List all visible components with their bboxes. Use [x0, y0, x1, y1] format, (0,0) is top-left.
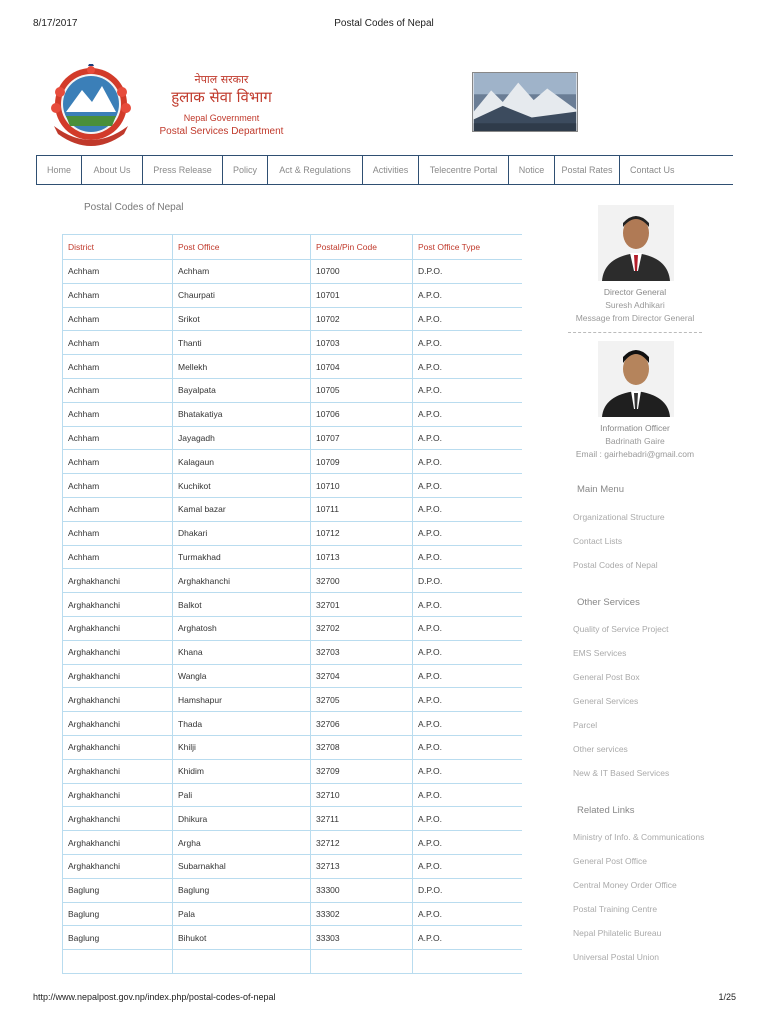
- table-row: [63, 807, 523, 831]
- menu-item-postal-codes[interactable]: Postal Codes of Nepal: [573, 560, 658, 570]
- cell-postal-code: 32703: [311, 640, 413, 664]
- table-row: [63, 545, 523, 569]
- cell-district: Arghakhanchi: [63, 616, 173, 640]
- table-row: [63, 926, 523, 950]
- cell-district: Arghakhanchi: [63, 712, 173, 736]
- director-general-role: Director General: [603, 287, 667, 297]
- cell-post-office-type: A.P.O.: [413, 331, 523, 355]
- cell-post-office-type: A.P.O.: [413, 807, 523, 831]
- nav-contact-us[interactable]: Contact Us: [630, 165, 675, 175]
- cell-post-office-type: A.P.O.: [413, 378, 523, 402]
- nav-act-regulations[interactable]: Act & Regulations: [268, 156, 363, 184]
- sagarmatha-stamp-image: [472, 72, 578, 132]
- table-header-row: [63, 235, 523, 260]
- cell-district: Arghakhanchi: [63, 854, 173, 878]
- cell-district: Arghakhanchi: [63, 783, 173, 807]
- cell-district: Arghakhanchi: [63, 640, 173, 664]
- nav-about-us[interactable]: About Us: [82, 156, 143, 184]
- service-parcel[interactable]: Parcel: [573, 720, 598, 730]
- cell-postal-code: 32713: [311, 854, 413, 878]
- cell-post-office-type: A.P.O.: [413, 712, 523, 736]
- cell-postal-code: 32710: [311, 783, 413, 807]
- cell-post-office-type: A.P.O.: [413, 759, 523, 783]
- cell-district: Arghakhanchi: [63, 831, 173, 855]
- cell-postal-code: 32705: [311, 688, 413, 712]
- cell-district: Achham: [63, 497, 173, 521]
- cell-post-office-type: [413, 950, 523, 974]
- table-row: [63, 569, 523, 593]
- cell-postal-code: 10709: [311, 450, 413, 474]
- cell-district: Achham: [63, 378, 173, 402]
- menu-item-organizational-structure[interactable]: Organizational Structure: [573, 512, 665, 522]
- cell-post-office: Jayagadh: [173, 426, 311, 450]
- cell-post-office-type: A.P.O.: [413, 783, 523, 807]
- cell-district: Achham: [63, 521, 173, 545]
- cell-postal-code: 32712: [311, 831, 413, 855]
- cell-post-office: Arghatosh: [173, 616, 311, 640]
- brand-line-nepali-1: नेपाल सरकार: [194, 73, 249, 86]
- cell-post-office-type: A.P.O.: [413, 426, 523, 450]
- cell-district: Baglung: [63, 902, 173, 926]
- table-row: [63, 260, 523, 284]
- cell-postal-code: 10706: [311, 402, 413, 426]
- cell-district: Baglung: [63, 878, 173, 902]
- cell-post-office: Bihukot: [173, 926, 311, 950]
- cell-post-office: Pali: [173, 783, 311, 807]
- print-url: http://www.nepalpost.gov.np/index.php/postal-codes-of-nepal: [33, 992, 276, 1002]
- main-menu-heading: Main Menu: [577, 484, 624, 495]
- cell-post-office-type: D.P.O.: [413, 260, 523, 284]
- table-row: [63, 688, 523, 712]
- cell-post-office-type: A.P.O.: [413, 521, 523, 545]
- table-row: [63, 831, 523, 855]
- related-links-heading: Related Links: [577, 805, 635, 816]
- table-row: [63, 735, 523, 759]
- table-row: [63, 426, 523, 450]
- link-central-money-order-office[interactable]: Central Money Order Office: [573, 880, 677, 890]
- table-row: [63, 783, 523, 807]
- nepal-emblem-logo: [46, 64, 136, 146]
- cell-postal-code: 10711: [311, 497, 413, 521]
- cell-district: Achham: [63, 283, 173, 307]
- cell-post-office-type: D.P.O.: [413, 569, 523, 593]
- cell-post-office: Kuchikot: [173, 474, 311, 498]
- cell-post-office-type: A.P.O.: [413, 616, 523, 640]
- table-row: [63, 854, 523, 878]
- cell-post-office-type: A.P.O.: [413, 664, 523, 688]
- cell-district: Achham: [63, 307, 173, 331]
- cell-postal-code: 10704: [311, 355, 413, 379]
- cell-post-office: Hamshapur: [173, 688, 311, 712]
- table-row: [63, 307, 523, 331]
- header-district: District: [63, 235, 173, 260]
- table-row: [63, 950, 523, 974]
- cell-post-office-type: A.P.O.: [413, 474, 523, 498]
- link-ministry-info-communications[interactable]: Ministry of Info. & Communications: [573, 832, 705, 842]
- other-services-heading: Other Services: [577, 597, 640, 608]
- cell-post-office: Argha: [173, 831, 311, 855]
- service-other-services[interactable]: Other services: [573, 744, 628, 754]
- table-row: [63, 283, 523, 307]
- service-general-services[interactable]: General Services: [573, 696, 639, 706]
- link-general-post-office[interactable]: General Post Office: [573, 856, 648, 866]
- table-row: [63, 355, 523, 379]
- cell-post-office: Balkot: [173, 593, 311, 617]
- cell-postal-code: 32702: [311, 616, 413, 640]
- header-postal-code: Postal/Pin Code: [311, 235, 413, 260]
- cell-post-office: Dhakari: [173, 521, 311, 545]
- information-officer-photo: [598, 341, 674, 417]
- cell-district: Achham: [63, 355, 173, 379]
- cell-postal-code: [311, 950, 413, 974]
- cell-post-office-type: A.P.O.: [413, 593, 523, 617]
- table-row: [63, 450, 523, 474]
- service-quality-of-service[interactable]: Quality of Service Project: [573, 624, 669, 634]
- cell-postal-code: 10705: [311, 378, 413, 402]
- cell-district: Arghakhanchi: [63, 688, 173, 712]
- cell-postal-code: 10703: [311, 331, 413, 355]
- nav-telecentre-portal[interactable]: Telecentre Portal: [419, 156, 509, 184]
- cell-post-office: Thanti: [173, 331, 311, 355]
- cell-district: Arghakhanchi: [63, 759, 173, 783]
- information-officer-role: Information Officer: [600, 423, 670, 433]
- cell-postal-code: 32708: [311, 735, 413, 759]
- cell-postal-code: 32704: [311, 664, 413, 688]
- cell-postal-code: 32706: [311, 712, 413, 736]
- cell-post-office: Wangla: [173, 664, 311, 688]
- nav-policy[interactable]: Policy: [223, 156, 268, 184]
- cell-post-office: Bayalpata: [173, 378, 311, 402]
- cell-post-office: Achham: [173, 260, 311, 284]
- service-general-post-box[interactable]: General Post Box: [573, 672, 640, 682]
- link-nepal-philatelic-bureau[interactable]: Nepal Philatelic Bureau: [573, 928, 662, 938]
- brand-block: [154, 73, 289, 139]
- nav-notice[interactable]: Notice: [509, 156, 555, 184]
- cell-postal-code: 32711: [311, 807, 413, 831]
- cell-postal-code: 10700: [311, 260, 413, 284]
- header-post-office: Post Office: [173, 235, 311, 260]
- cell-postal-code: 10713: [311, 545, 413, 569]
- table-row: [63, 759, 523, 783]
- cell-postal-code: 10707: [311, 426, 413, 450]
- cell-district: Achham: [63, 426, 173, 450]
- brand-line-english-2: Postal Services Department: [159, 126, 284, 137]
- cell-post-office: Turmakhad: [173, 545, 311, 569]
- cell-post-office-type: A.P.O.: [413, 640, 523, 664]
- cell-postal-code: 33303: [311, 926, 413, 950]
- cell-post-office: Arghakhanchi: [173, 569, 311, 593]
- cell-postal-code: 10710: [311, 474, 413, 498]
- director-general-photo: [598, 205, 674, 281]
- nav-postal-rates[interactable]: Postal Rates: [555, 156, 620, 184]
- main-nav: [36, 155, 733, 185]
- cell-post-office: Khidim: [173, 759, 311, 783]
- cell-post-office-type: A.P.O.: [413, 450, 523, 474]
- link-universal-postal-union[interactable]: Universal Postal Union: [573, 952, 659, 962]
- cell-postal-code: 32709: [311, 759, 413, 783]
- cell-postal-code: 32701: [311, 593, 413, 617]
- table-row: [63, 593, 523, 617]
- director-general-name: Suresh Adhikari: [605, 300, 665, 310]
- table-row: [63, 378, 523, 402]
- cell-post-office-type: A.P.O.: [413, 402, 523, 426]
- cell-post-office: Subarnakhal: [173, 854, 311, 878]
- cell-post-office: Baglung: [173, 878, 311, 902]
- director-general-message-link[interactable]: Message from Director General: [575, 313, 695, 323]
- cell-district: Achham: [63, 545, 173, 569]
- table-row: [63, 497, 523, 521]
- page-title: Postal Codes of Nepal: [84, 202, 184, 213]
- cell-post-office-type: A.P.O.: [413, 902, 523, 926]
- cell-post-office: Mellekh: [173, 355, 311, 379]
- cell-post-office-type: A.P.O.: [413, 283, 523, 307]
- cell-post-office: Pala: [173, 902, 311, 926]
- cell-post-office-type: A.P.O.: [413, 545, 523, 569]
- nav-press-release[interactable]: Press Release: [143, 156, 223, 184]
- postal-codes-table-wrap: [62, 234, 522, 988]
- cell-postal-code: 33300: [311, 878, 413, 902]
- cell-post-office: Khana: [173, 640, 311, 664]
- cell-district: Arghakhanchi: [63, 569, 173, 593]
- cell-district: Achham: [63, 402, 173, 426]
- cell-post-office: Chaurpati: [173, 283, 311, 307]
- table-row: [63, 878, 523, 902]
- cell-post-office: Bhatakatiya: [173, 402, 311, 426]
- cell-post-office-type: A.P.O.: [413, 355, 523, 379]
- cell-post-office-type: A.P.O.: [413, 854, 523, 878]
- cell-post-office: [173, 950, 311, 974]
- cell-postal-code: 33302: [311, 902, 413, 926]
- cell-postal-code: 10702: [311, 307, 413, 331]
- table-row: [63, 402, 523, 426]
- cell-post-office-type: D.P.O.: [413, 878, 523, 902]
- cell-district: Arghakhanchi: [63, 807, 173, 831]
- cell-post-office-type: A.P.O.: [413, 831, 523, 855]
- table-row: [63, 902, 523, 926]
- table-row: [63, 640, 523, 664]
- cell-post-office: Thada: [173, 712, 311, 736]
- information-officer-name: Badrinath Gaire: [605, 436, 665, 446]
- cell-post-office-type: A.P.O.: [413, 926, 523, 950]
- cell-postal-code: 10712: [311, 521, 413, 545]
- cell-district: Arghakhanchi: [63, 593, 173, 617]
- print-page-number: 1/25: [718, 992, 736, 1002]
- service-ems[interactable]: EMS Services: [573, 648, 627, 658]
- table-row: [63, 712, 523, 736]
- table-row: [63, 664, 523, 688]
- cell-post-office: Dhikura: [173, 807, 311, 831]
- cell-district: Baglung: [63, 926, 173, 950]
- cell-post-office: Khilji: [173, 735, 311, 759]
- cell-district: Arghakhanchi: [63, 735, 173, 759]
- cell-district: Achham: [63, 474, 173, 498]
- table-row: [63, 474, 523, 498]
- cell-post-office: Kalagaun: [173, 450, 311, 474]
- cell-postal-code: 10701: [311, 283, 413, 307]
- table-row: [63, 521, 523, 545]
- cell-district: Achham: [63, 331, 173, 355]
- sidebar-divider: [568, 332, 702, 333]
- menu-item-contact-lists[interactable]: Contact Lists: [573, 536, 623, 546]
- nav-activities[interactable]: Activities: [363, 156, 419, 184]
- cell-postal-code: 32700: [311, 569, 413, 593]
- sidebar: [560, 205, 710, 461]
- information-officer-email[interactable]: Email : gairhebadri@gmail.com: [575, 449, 695, 459]
- cell-post-office-type: A.P.O.: [413, 735, 523, 759]
- cell-post-office-type: A.P.O.: [413, 307, 523, 331]
- print-title: Postal Codes of Nepal: [334, 18, 434, 29]
- link-postal-training-centre[interactable]: Postal Training Centre: [573, 904, 658, 914]
- cell-post-office: Srikot: [173, 307, 311, 331]
- table-row: [63, 331, 523, 355]
- postal-codes-table: [62, 234, 522, 974]
- cell-post-office: Kamal bazar: [173, 497, 311, 521]
- brand-line-english-1: Nepal Government: [183, 113, 260, 123]
- cell-post-office-type: A.P.O.: [413, 688, 523, 712]
- cell-district: Arghakhanchi: [63, 664, 173, 688]
- header-post-office-type: Post Office Type: [413, 235, 523, 260]
- table-body: [63, 260, 523, 974]
- cell-district: Achham: [63, 260, 173, 284]
- table-row: [63, 616, 523, 640]
- service-new-it-based[interactable]: New & IT Based Services: [573, 768, 670, 778]
- cell-district: Achham: [63, 450, 173, 474]
- print-date: 8/17/2017: [33, 18, 78, 29]
- cell-post-office-type: A.P.O.: [413, 497, 523, 521]
- cell-district: [63, 950, 173, 974]
- brand-line-nepali-2: हुलाक सेवा विभाग: [171, 88, 272, 106]
- nav-home[interactable]: Home: [36, 156, 82, 184]
